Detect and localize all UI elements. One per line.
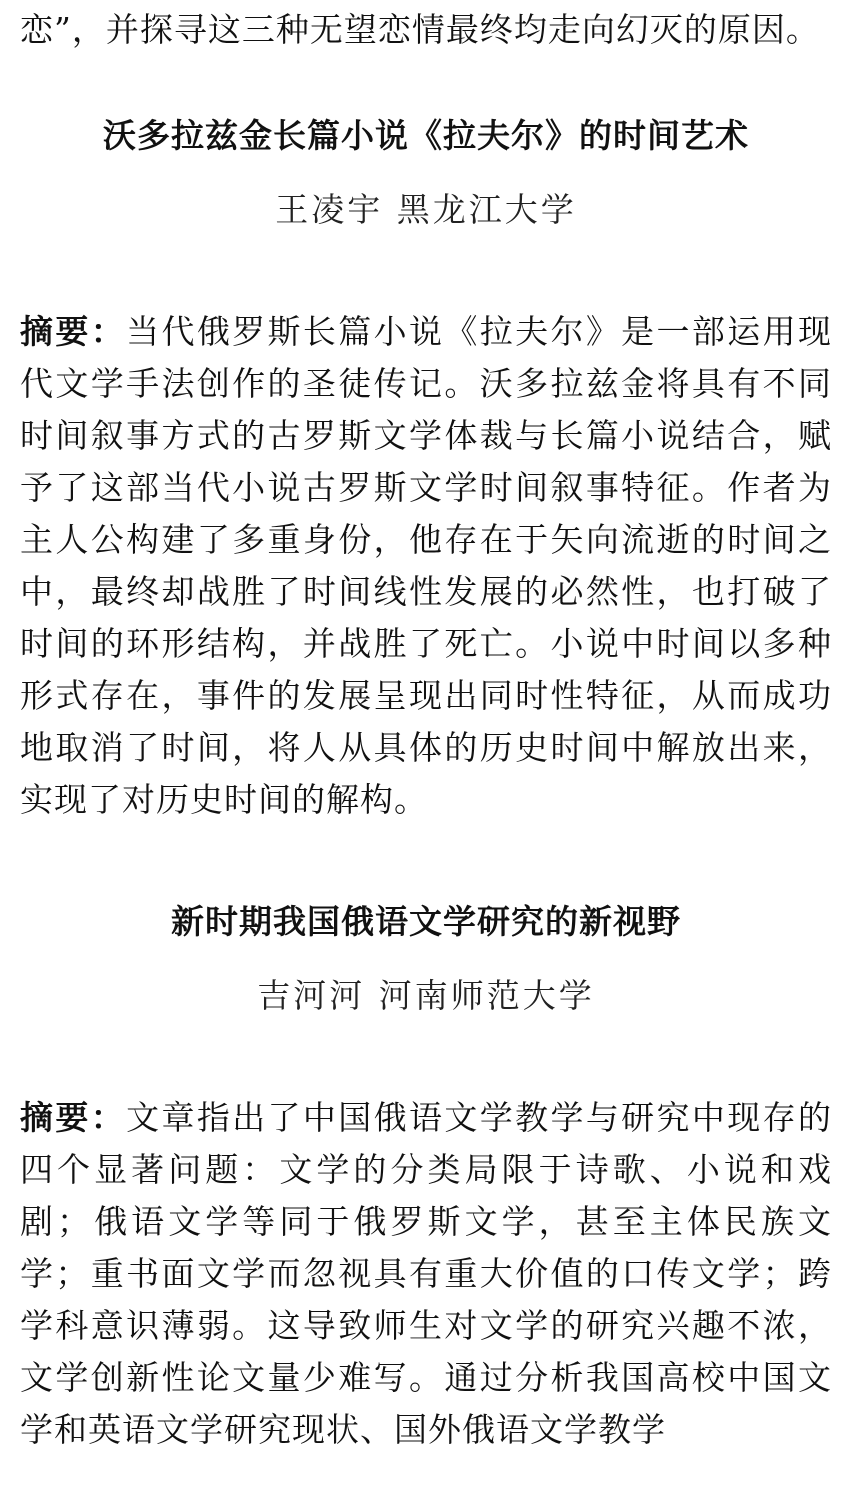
abstract-text: 当代俄罗斯长篇小说《拉夫尔》是一部运用现代文学手法创作的圣徒传记。沃多拉兹金将具有不同时间叙事方式的古罗斯文学体裁与长篇小说结合，赋予了这部当代小说古罗斯文学时间叙事特征。作者为主人公构建了多重身份，他存在于矢向流逝的时间之中，最终却战胜了时间线性发展的必然性，也打破了时间的环形结构，并战胜了死亡。小说中时间以多种形式存在，事件的发展呈现出同时性特征，从而成功地取消了时间，将人从具体的历史时间中解放出来，实现了对历史时间的解构。 — [20, 312, 833, 819]
article-1 — [20, 110, 832, 826]
article-title: 新时期我国俄语文学研究的新视野 — [171, 902, 681, 941]
article-2 — [20, 896, 832, 1456]
article-author: 王凌宇 黑龙江大学 — [275, 190, 577, 229]
article-abstract — [20, 1092, 832, 1456]
continued-paragraph: 恋”，并探寻这三种无望恋情最终均走向幻灭的原因。 — [20, 10, 820, 49]
abstract-label: 摘要： — [20, 312, 127, 351]
abstract-label: 摘要： — [20, 1098, 127, 1137]
abstract-text: 文章指出了中国俄语文学教学与研究中现存的四个显著问题：文学的分类局限于诗歌、小说和戏剧；俄语文学等同于俄罗斯文学，甚至主体民族文学；重书面文学而忽视具有重大价值的口传文学；跨学科意识薄弱。这导致师生对文学的研究兴趣不浓，文学创新性论文量少难写。通过分析我国高校中国文学和英语文学研究现状、国外俄语文学教学 — [20, 1098, 833, 1449]
article-abstract — [20, 306, 832, 826]
article-title: 沃多拉兹金长篇小说《拉夫尔》的时间艺术 — [103, 116, 749, 155]
article-author: 吉河河 河南师范大学 — [257, 976, 595, 1015]
document-page — [20, 0, 832, 1456]
